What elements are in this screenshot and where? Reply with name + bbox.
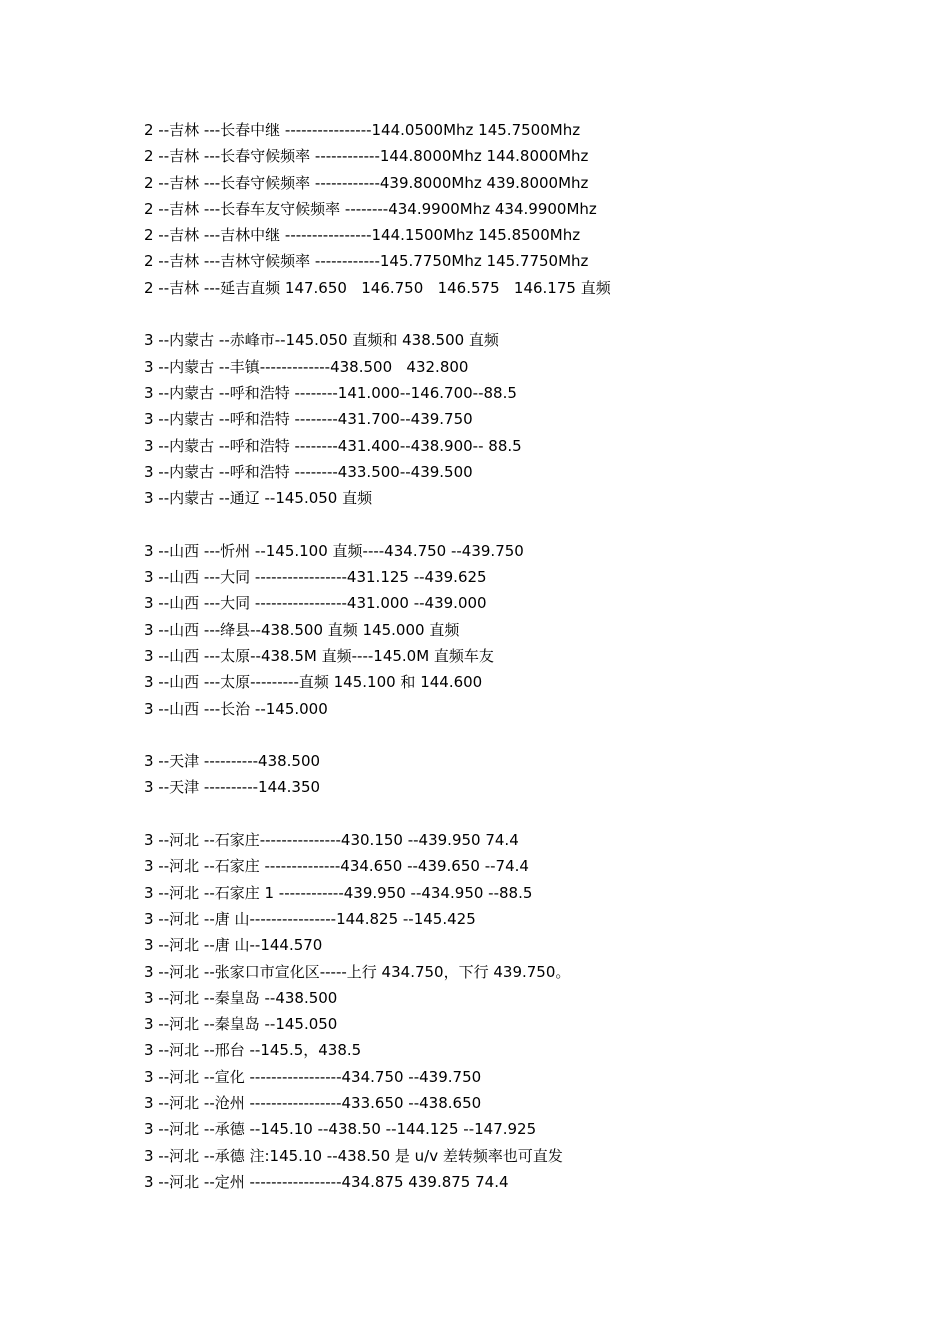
text-line: 3 --河北 --石家庄 1 ------------439.950 --434.950 --88.5 [144,883,533,902]
text-line: 3 --河北 --唐 山----------------144.825 --145.425 [144,909,476,928]
text-line: 3 --山西 ---大同 -----------------431.000 --439.000 [144,594,487,613]
text-line: 3 --河北 --宣化 -----------------434.750 --439.750 [144,1067,482,1086]
text-line: 3 --山西 ---太原---------直频 145.100 和 144.600 [144,673,483,692]
text-line: 3 --河北 --秦皇岛 --438.500 [144,988,338,1007]
section-shanxi [144,538,864,722]
text-line: 3 --内蒙古 --丰镇-------------438.500 432.800 [144,357,469,376]
text-line: 2 --吉林 ---长春守候频率 ------------439.8000Mhz 439.8000Mhz [144,173,589,192]
text-line: 2 --吉林 ---吉林中继 ----------------144.1500Mhz 145.8500Mhz [144,226,581,245]
section-hebei [144,827,864,1195]
text-line: 3 --山西 ---长治 --145.000 [144,699,328,718]
text-line: 3 --河北 --秦皇岛 --145.050 [144,1015,338,1034]
text-line: 3 --河北 --邢台 --145.5，438.5 [144,1041,362,1060]
text-line: 2 --吉林 ---长春守候频率 ------------144.8000Mhz 144.8000Mhz [144,147,589,166]
section-tianjin [144,748,864,801]
text-line: 3 --山西 ---忻州 --145.100 直频----434.750 --439.750 [144,541,524,560]
text-line: 2 --吉林 ---延吉直频 147.650 146.750 146.575 146.175 直频 [144,278,611,297]
section-neimenggu [144,327,864,511]
text-line: 3 --河北 --唐 山--144.570 [144,936,323,955]
text-line: 2 --吉林 ---长春车友守候频率 --------434.9900Mhz 434.9900Mhz [144,199,597,218]
text-line: 2 --吉林 ---长春中继 ----------------144.0500Mhz 145.7500Mhz [144,121,581,139]
text-line: 3 --河北 --张家口市宣化区-----上行 434.750，下行 439.750。 [144,962,571,981]
text-line: 3 --河北 --石家庄---------------430.150 --439.950 74.4 [144,831,519,850]
text-line: 3 --河北 --承德 --145.10 --438.50 --144.125 --147.925 [144,1120,537,1139]
section-jilin [144,117,864,301]
text-line: 3 --河北 --石家庄 --------------434.650 --439.650 --74.4 [144,857,529,876]
text-line: 2 --吉林 ---吉林守候频率 ------------145.7750Mhz 145.7750Mhz [144,252,589,271]
text-line: 3 --内蒙古 --通辽 --145.050 直频 [144,489,373,508]
text-line: 3 --内蒙古 --呼和浩特 --------433.500--439.500 [144,462,473,481]
frequency-list [144,117,864,1195]
text-line: 3 --山西 ---大同 -----------------431.125 --439.625 [144,568,487,587]
text-line: 3 --天津 ----------144.350 [144,778,321,797]
text-line: 3 --河北 --定州 -----------------434.875 439.875 74.4 [144,1172,509,1191]
text-line: 3 --内蒙古 --赤峰市--145.050 直频和 438.500 直频 [144,331,499,350]
text-line: 3 --山西 ---绛县--438.500 直频 145.000 直频 [144,620,460,639]
text-line: 3 --山西 ---太原--438.5M 直频----145.0M 直频车友 [144,646,494,665]
text-line: 3 --河北 --沧州 -----------------433.650 --438.650 [144,1093,482,1112]
text-line: 3 --内蒙古 --呼和浩特 --------431.700--439.750 [144,410,473,429]
text-line: 3 --内蒙古 --呼和浩特 --------431.400--438.900-- 88.5 [144,436,522,455]
text-line: 3 --内蒙古 --呼和浩特 --------141.000--146.700--88.5 [144,383,517,402]
text-line: 3 --河北 --承德 注:145.10 --438.50 是 u/v 差转频率也可直发 [144,1146,563,1165]
text-line: 3 --天津 ----------438.500 [144,752,321,771]
